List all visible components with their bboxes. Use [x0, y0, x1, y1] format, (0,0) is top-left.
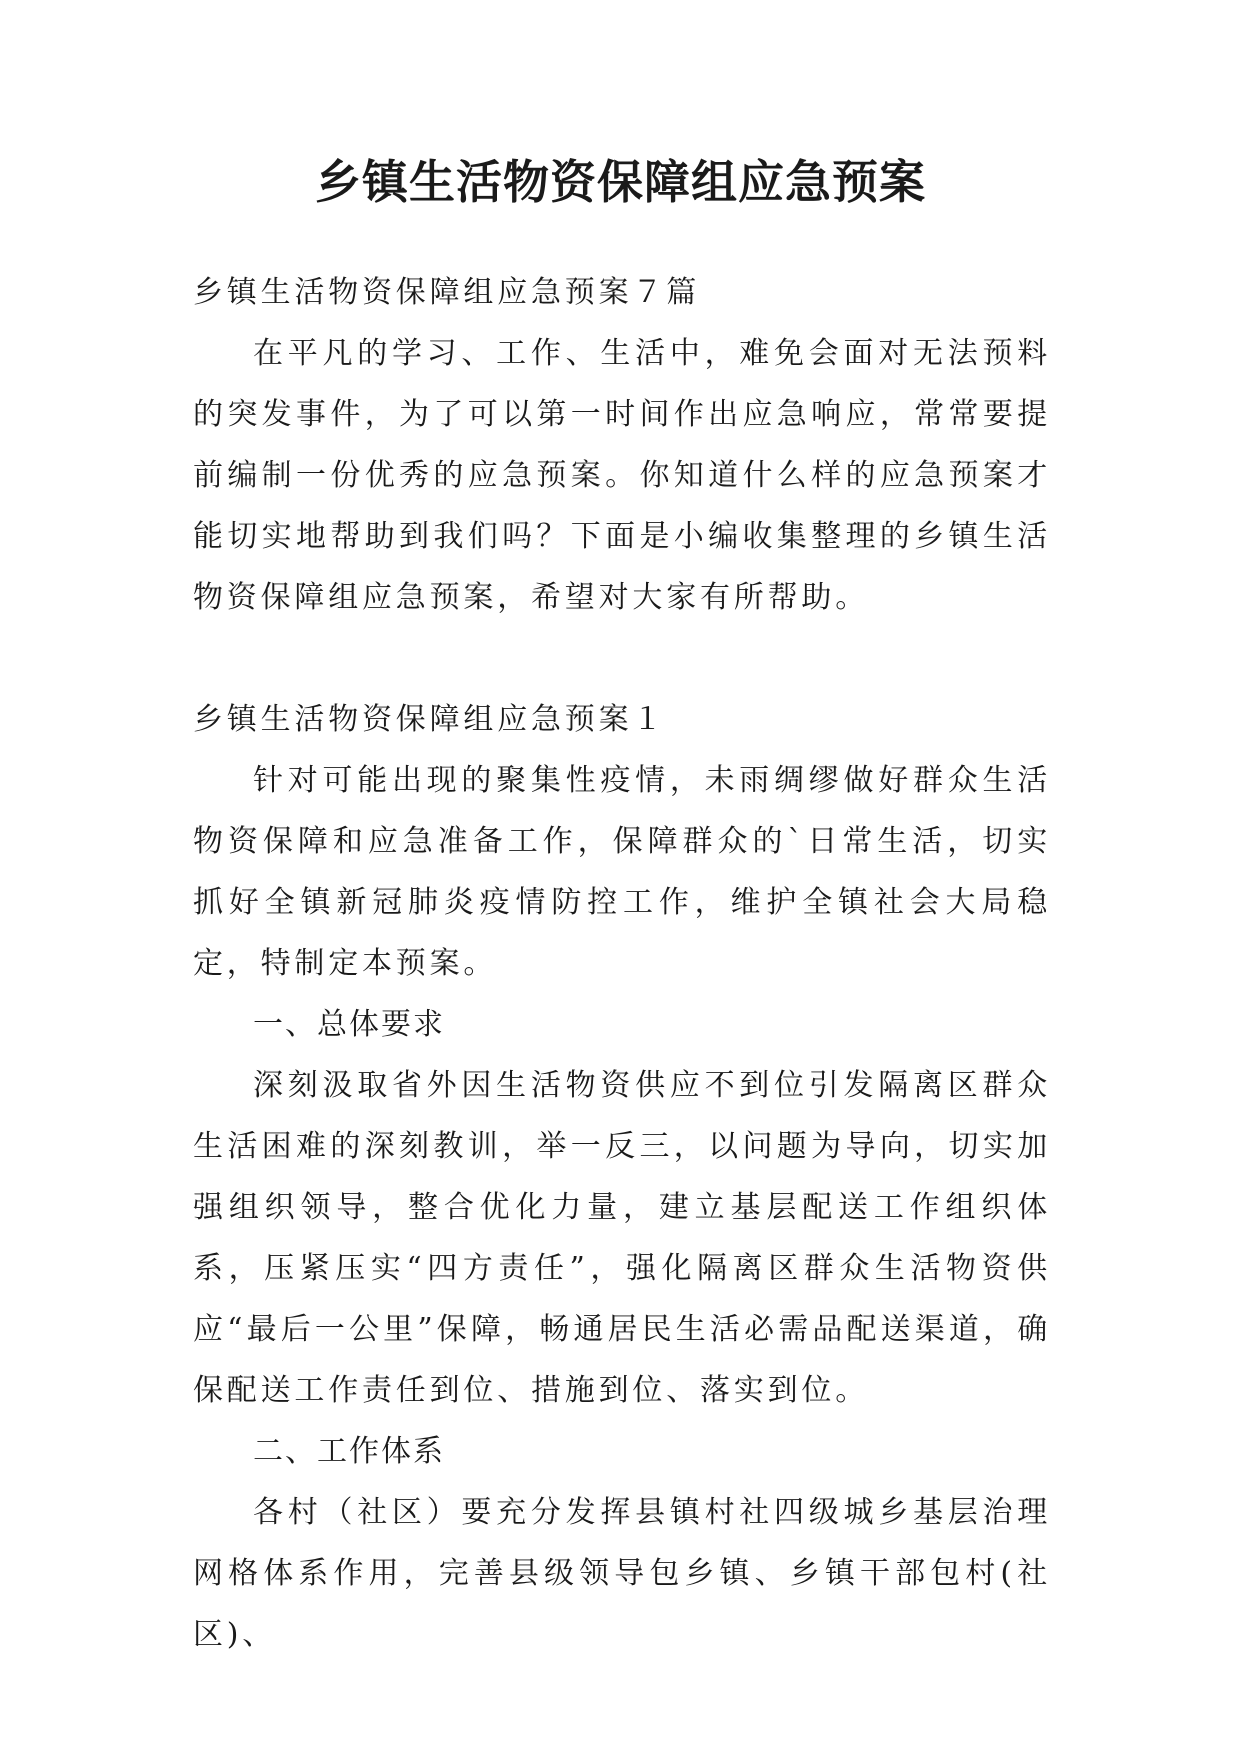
section-heading: 乡镇生活物资保障组应急预案１ [193, 702, 667, 737]
section-paragraph: 针对可能出现的聚集性疫情，未雨绸缪做好群众生活物资保障和应急准备工作，保障群众的`日常生活，切实抓好全镇新冠肺炎疫情防控工作，维护全镇社会大局稳定，特制定本预案。 [193, 763, 1051, 981]
document-body [193, 262, 1051, 1665]
intro-paragraph: 在平凡的学习、工作、生活中，难免会面对无法预料的突发事件，为了可以第一时间作出应急响应，常常要提前编制一份优秀的应急预案。你知道什么样的应急预案才能切实地帮助到我们吗？下面是小编收集整理的乡镇生活物资保障组应急预案，希望对大家有所帮助。 [193, 336, 1051, 615]
part-heading-general-requirements: 一、总体要求 [253, 1007, 445, 1042]
part-body-general-requirements: 深刻汲取省外因生活物资供应不到位引发隔离区群众生活困难的深刻教训，举一反三，以问题为导向，切实加强组织领导，整合优化力量，建立基层配送工作组织体系，压紧压实“四方责任”，强化隔离区群众生活物资供应“最后一公里”保障，畅通居民生活必需品配送渠道，确保配送工作责任到位、措施到位、落实到位。 [193, 1068, 1051, 1408]
part-heading-work-system: 二、工作体系 [253, 1434, 445, 1469]
part-body-work-system: 各村（社区）要充分发挥县镇村社四级城乡基层治理网格体系作用，完善县级领导包乡镇、乡镇干部包村(社区)、 [193, 1495, 1051, 1652]
document-title: 乡镇生活物资保障组应急预案 [315, 155, 926, 209]
document-subtitle: 乡镇生活物资保障组应急预案７篇 [193, 275, 700, 310]
